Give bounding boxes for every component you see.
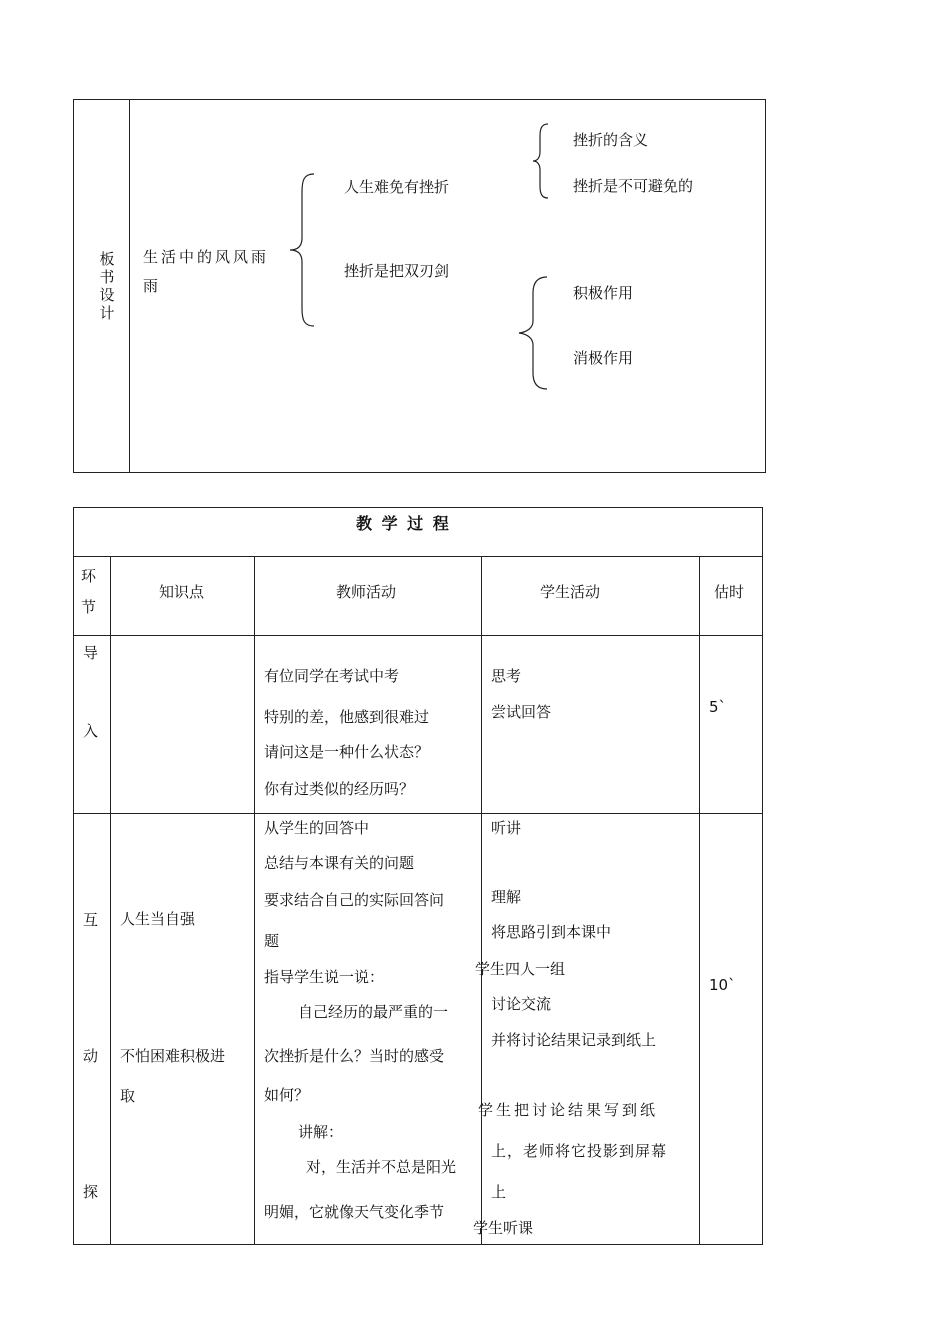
student-line: 尝试回答	[491, 703, 552, 721]
student-line: 学生把讨论结果写到纸	[478, 1101, 659, 1119]
branch2-brace-icon	[515, 275, 549, 391]
board-branch2: 挫折是把双刃剑	[344, 262, 450, 280]
student-line: 理解	[491, 888, 522, 906]
header-knowledge: 知识点	[159, 583, 205, 601]
teacher-line: 如何？	[264, 1086, 310, 1104]
board-topic-line2: 雨	[143, 277, 159, 295]
student-line: 学生四人一组	[475, 960, 566, 978]
teacher-line: 指导学生说一说：	[264, 968, 385, 986]
process-title: 教 学 过 程	[356, 514, 451, 533]
board-b2-sub2: 消极作用	[573, 349, 634, 367]
col-divider-4	[699, 556, 700, 1245]
row2-section-2: 动	[83, 1047, 99, 1065]
student-line: 听讲	[491, 819, 522, 837]
student-line: 上，老师将它投影到屏幕	[491, 1142, 668, 1160]
col-divider-2	[254, 556, 255, 1245]
board-topic-line1: 生活中的风风雨	[143, 248, 270, 266]
row2-section-1: 互	[83, 911, 99, 929]
header-divider	[73, 635, 763, 636]
row2-knowledge-2a: 不怕困难积极进	[120, 1047, 226, 1065]
teacher-line: 题	[264, 932, 280, 950]
header-time: 估时	[714, 583, 745, 601]
row1-divider	[73, 813, 763, 814]
row2-time: 10`	[709, 976, 736, 994]
student-line: 讨论交流	[491, 995, 552, 1013]
main-brace-icon	[286, 172, 316, 328]
header-teacher: 教师活动	[336, 583, 397, 601]
teacher-line: 明媚，它就像天气变化季节	[264, 1203, 445, 1221]
teacher-line: 次挫折是什么？当时的感受	[264, 1047, 445, 1065]
student-line: 上	[491, 1183, 507, 1201]
board-design-box	[73, 99, 766, 473]
teacher-line: 自己经历的最严重的一	[298, 1003, 449, 1021]
board-b1-sub2: 挫折是不可避免的	[573, 177, 694, 195]
teacher-line: 总结与本课有关的问题	[264, 854, 415, 872]
teacher-line: 你有过类似的经历吗？	[264, 780, 415, 798]
student-line: 学生听课	[473, 1219, 534, 1237]
teacher-line: 对，生活并不总是阳光	[306, 1158, 457, 1176]
row1-section: 导 入	[83, 644, 99, 740]
teacher-line: 要求结合自己的实际回答问	[264, 891, 445, 909]
board-b2-sub1: 积极作用	[573, 284, 634, 302]
branch1-brace-icon	[530, 122, 550, 200]
board-divider	[129, 99, 130, 473]
header-student: 学生活动	[540, 583, 601, 601]
student-line: 将思路引到本课中	[491, 923, 612, 941]
teacher-line: 有位同学在考试中考	[264, 667, 400, 685]
process-table	[73, 507, 763, 1245]
student-line: 并将讨论结果记录到纸上	[491, 1031, 657, 1049]
row2-knowledge-2b: 取	[120, 1087, 136, 1105]
board-branch1: 人生难免有挫折	[344, 178, 450, 196]
board-label: 板书设计	[99, 250, 115, 322]
teacher-line: 特别的差，他感到很难过	[264, 708, 430, 726]
student-line: 思考	[491, 667, 522, 685]
teacher-line: 请问这是一种什么状态？	[264, 743, 430, 761]
teacher-line: 讲解：	[298, 1123, 344, 1141]
board-b1-sub1: 挫折的含义	[573, 131, 649, 149]
title-divider	[73, 556, 763, 557]
row1-time: 5`	[709, 698, 727, 716]
row2-knowledge-1: 人生当自强	[120, 910, 196, 928]
col-divider-3	[481, 556, 482, 1245]
teacher-line: 从学生的回答中	[264, 819, 370, 837]
col-divider-1	[110, 556, 111, 1245]
header-section: 环 节	[81, 567, 97, 616]
row2-section-3: 探	[83, 1183, 99, 1201]
